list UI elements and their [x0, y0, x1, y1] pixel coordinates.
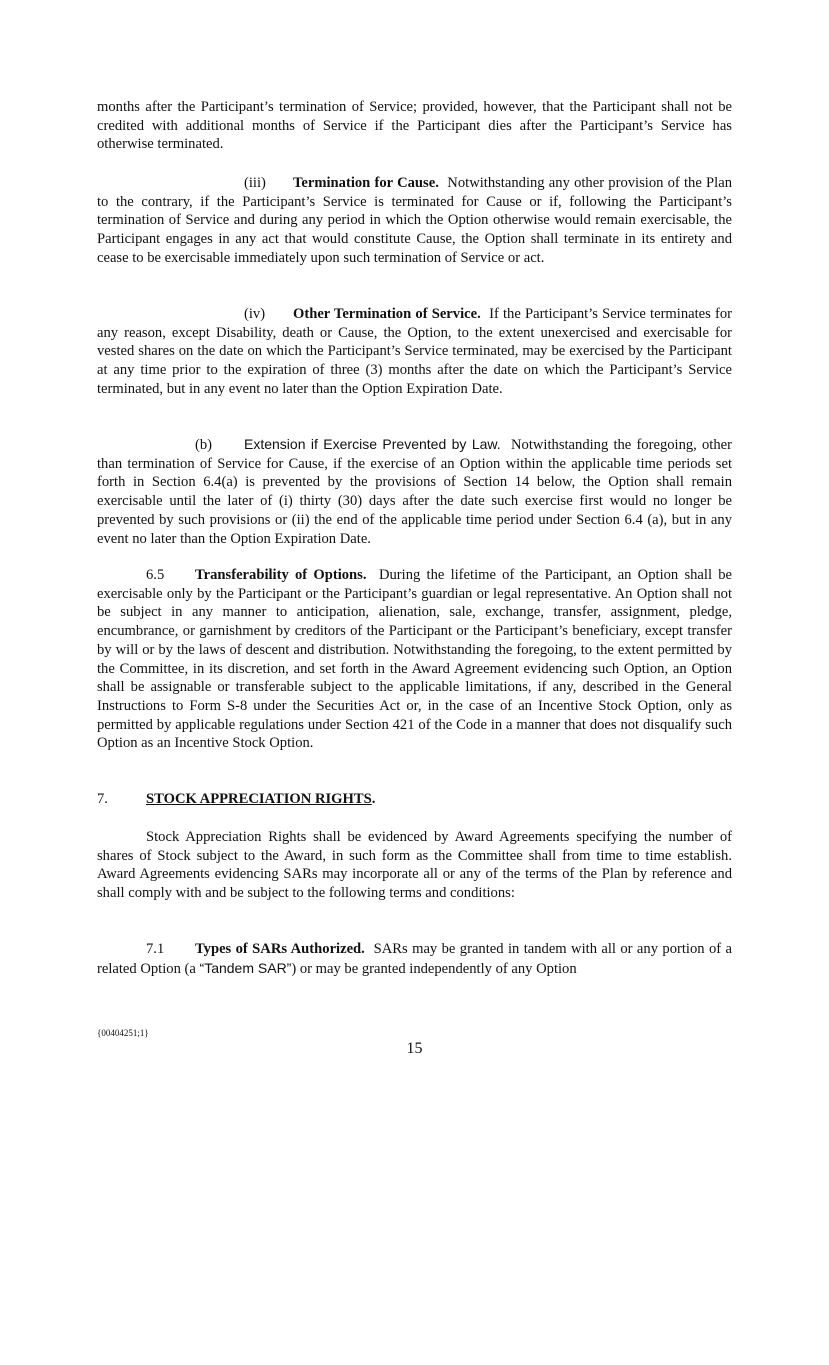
subsection-number: (b) — [195, 437, 213, 453]
heading-title: STOCK APPRECIATION RIGHTS — [146, 791, 372, 807]
section-title: Types of SARs Authorized. — [195, 941, 365, 957]
paragraph-text: Notwithstanding the foregoing, other than termination of Service for Cause, if the exercise of an Option within the applicable time periods set forth in Section 6.4(a) is prevented by the provisions of Section 14 below, the Option shall remain exercisable until the later of (i) thirty (30) days after the date such exercise first would no longer be prevented by such provisions or (ii) the end of the applicable time period under Section 6.4 (a), but in any event no later than the Option Expiration Date. — [97, 437, 732, 547]
paragraph-other-termination — [97, 305, 732, 399]
paragraph-text-end: ) or may be granted independently of any Option — [291, 960, 577, 977]
paragraph-sar-intro — [97, 828, 732, 903]
subsection-title: Termination for Cause. — [293, 175, 439, 191]
subsection-title: Extension if Exercise Prevented by Law. — [244, 436, 501, 452]
paragraph-text: Stock Appreciation Rights shall be evidenced by Award Agreements specifying the number of shares of Stock subject to the Award, in such form as the Committee shall from time to time establish. Award Agreements evidencing SARs may incorporate all or any of the terms of the Plan by reference and shall comply with and be subject to the following terms and conditions: — [97, 829, 732, 902]
section-title: Transferability of Options. — [195, 567, 367, 583]
defined-term: “Tandem SAR” — [199, 959, 292, 976]
section-number: 7.1 — [146, 941, 165, 957]
heading-period: . — [371, 791, 376, 807]
paragraph-continuation — [97, 98, 732, 154]
subsection-title: Other Termination of Service. — [293, 306, 481, 322]
document-id: {00404251;1} — [97, 1028, 149, 1038]
paragraph-text: If the Participant’s Service terminates for any reason, except Disability, death or Cause, the Option, to the extent unexercised and exercisable for vested shares on the date on which the Participant’s Service terminated, may be exercised by the Participant at any time prior to the expiration of three (3) months after the date on which the Participant’s Service terminated, but in any event no later than the Option Expiration Date. — [97, 306, 733, 397]
paragraph-termination-for-cause — [97, 174, 732, 268]
paragraph-text: SARs may be granted in tandem with all or any portion of a related Option (a — [97, 941, 732, 977]
heading-number: 7. — [97, 791, 108, 807]
paragraph-text: months after the Participant’s termination of Service; provided, however, that the Participant shall not be credited with additional months of Service if the Participant dies after the Participant’s Service has otherwise terminated. — [97, 99, 732, 153]
subsection-number: (iii) — [244, 175, 266, 191]
paragraph-text: During the lifetime of the Participant, an Option shall be exercisable only by the Participant or the Participant’s guardian or legal representative. An Option shall not be subject in any manner to anticipation, alienation, sale, exchange, transfer, assignment, pledge, encumbrance, or garnishment by creditors of the Participant or the Participant’s beneficiary, except transfer by will or by the laws of descent and distribution. Notwithstanding the foregoing, to the extent permitted by the Committee, in its discretion, and set forth in the Award Agreement evidencing such Option, an Option shall be assignable or transferable subject to the applicable limitations, if any, described in the General Instructions to Form S-8 under the Securities Act or, in the case of an Incentive Stock Option, only as permitted by applicable regulations under Section 421 of the Code in a manner that does not disqualify such Option as an Incentive Stock Option. — [97, 567, 733, 752]
section-number: 6.5 — [146, 567, 165, 583]
paragraph-transferability — [97, 566, 732, 753]
paragraph-text: Notwithstanding any other provision of the Plan to the contrary, if the Participant’s Service is terminated for Cause or if, following the Participant’s termination of Service and during any period in which the Option otherwise would remain exercisable, the Participant engages in any act that would constitute Cause, the Option shall terminate in its entirety and cease to be exercisable immediately upon such termination of Service or act. — [97, 175, 732, 266]
paragraph-types-of-sars — [97, 940, 732, 978]
page-number: 15 — [406, 1040, 423, 1057]
subsection-number: (iv) — [244, 306, 266, 322]
paragraph-extension-prevented-by-law — [97, 435, 732, 548]
section-heading — [97, 790, 375, 809]
